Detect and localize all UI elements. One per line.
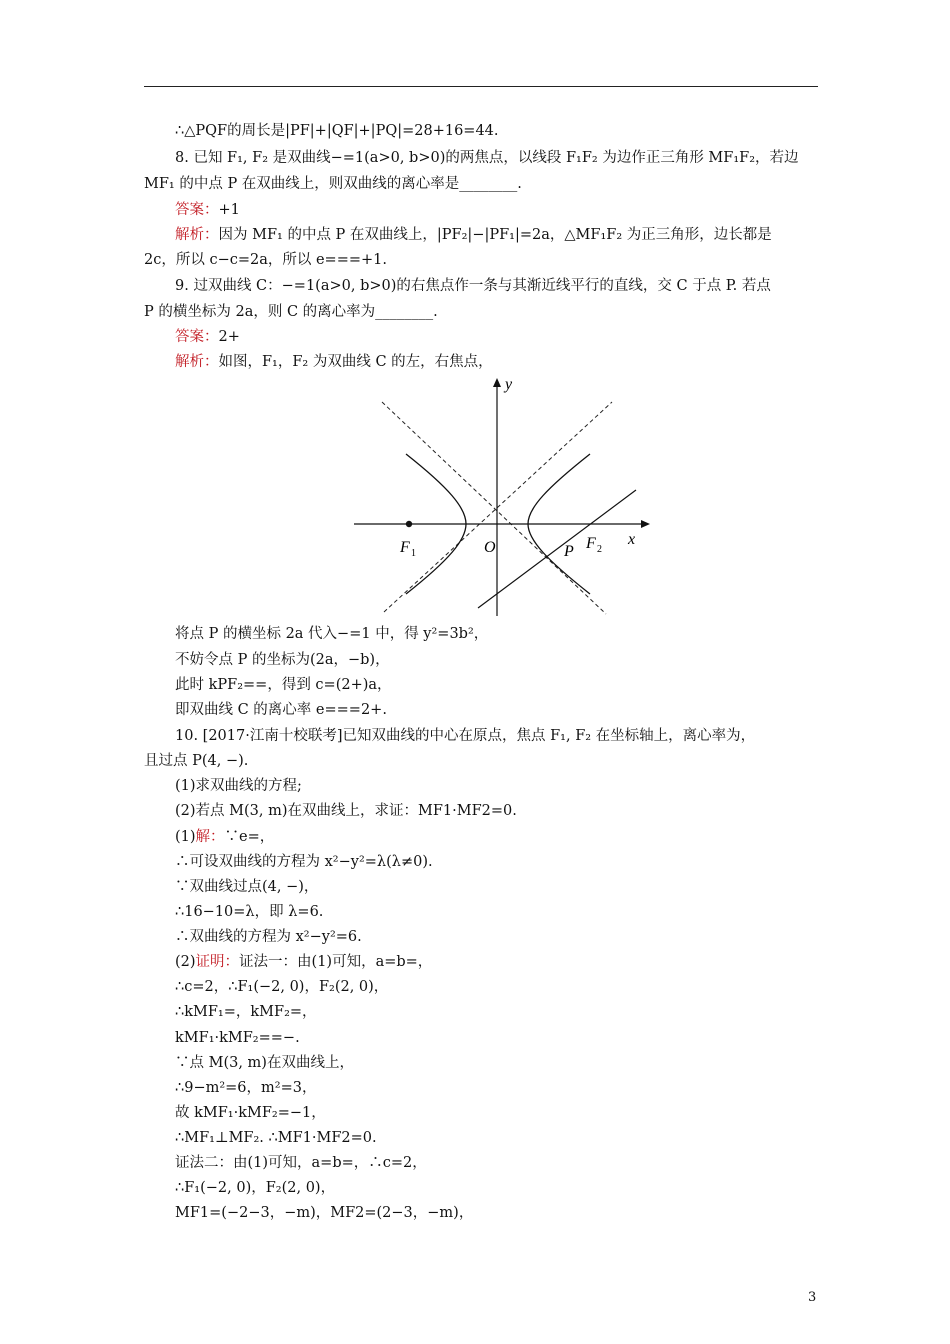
proof-label: 证明： [195, 954, 240, 970]
line-through-f2 [478, 490, 636, 608]
answer-value: 2+ [218, 329, 240, 345]
text-line: (2)若点 M(3, m)在双曲线上，求证：MF1·MF2=0. [175, 803, 517, 819]
analysis-label: 解析： [175, 227, 219, 243]
text-line: ∴△PQF的周长是|PF|+|QF|+|PQ|=28+16=44. [175, 123, 499, 139]
text-line: P 的横坐标为 2a，则 C 的离心率为________. [144, 304, 438, 320]
text-line: 且过点 P(4, −). [144, 753, 249, 769]
text-line: 8. 已知 F₁, F₂ 是双曲线−=1(a>0, b>0)的两焦点，以线段 F₁F₂ 为边作正三角形 MF₁F₂，若边 [175, 150, 799, 166]
answer-label: 答案： [175, 329, 219, 345]
page-number: 3 [808, 1290, 817, 1305]
text-line: kMF₁·kMF₂==−. [175, 1030, 300, 1046]
text-line: 故 kMF₁·kMF₂=−1， [175, 1105, 326, 1121]
text-line: MF1=(−2−3，−m)，MF2=(2−3，−m)， [175, 1205, 474, 1221]
text-line: 此时 kPF₂==，得到 c=(2+)a， [175, 677, 392, 693]
analysis-line [175, 225, 772, 245]
f1-subscript: 1 [411, 548, 416, 559]
text-line: ∵点 M(3, m)在双曲线上， [175, 1055, 354, 1071]
text-line: ∴可设双曲线的方程为 x²−y²=λ(λ≠0). [175, 854, 433, 870]
origin-label: O [484, 539, 496, 556]
asymptote-1 [382, 402, 606, 614]
text-line: ∴双曲线的方程为 x²−y²=6. [175, 929, 362, 945]
text-line: 9. 过双曲线 C：−=1(a>0, b>0)的右焦点作一条与其渐近线平行的直线，交 C 于点 P. 若点 [175, 278, 771, 294]
answer-line [175, 327, 240, 347]
text-line: 将点 P 的横坐标 2a 代入−=1 中，得 y²=3b²， [175, 626, 489, 642]
text-line: 10. [2017·江南十校联考]已知双曲线的中心在原点，焦点 F₁, F₂ 在坐标轴上，离心率为， [175, 728, 756, 744]
f2-label: F [586, 535, 596, 552]
analysis-line [175, 352, 493, 372]
focus-f1-point [406, 521, 412, 527]
text-line: (1)求双曲线的方程; [175, 778, 302, 794]
answer-value: +1 [218, 202, 240, 218]
axis-y-label: y [505, 376, 513, 393]
text-line: ∴MF₁⊥MF₂. ∴MF1·MF2=0. [175, 1130, 377, 1146]
f2-subscript: 2 [597, 544, 602, 555]
solution-label: 解： [195, 829, 225, 845]
solution-prefix: (1) [175, 829, 196, 845]
text-line: ∵双曲线过点(4, −)， [175, 879, 319, 895]
y-axis-arrow [493, 378, 501, 387]
p-label: P [564, 543, 574, 560]
x-axis-arrow [641, 520, 650, 528]
answer-label: 答案： [175, 202, 219, 218]
text-line: 即双曲线 C 的离心率 e===2+. [175, 702, 387, 718]
text-line: ∴F₁(−2, 0)，F₂(2, 0)， [175, 1180, 336, 1196]
text-line: ∴kMF₁=，kMF₂=， [175, 1004, 317, 1020]
text-line: ∴16−10=λ，即 λ=6. [175, 904, 324, 920]
header-rule [144, 86, 818, 87]
proof-line [175, 952, 432, 972]
text-line: ∴c=2，∴F₁(−2, 0)，F₂(2, 0)， [175, 979, 389, 995]
solution-line [175, 827, 274, 847]
text-line: 2c，所以 c−c=2a，所以 e===+1. [144, 252, 387, 268]
axis-x-label: x [628, 531, 636, 548]
text-line: MF₁ 的中点 P 在双曲线上，则双曲线的离心率是________. [144, 176, 522, 192]
proof-text: 证法一：由(1)可知，a=b=， [239, 954, 433, 970]
f1-label: F [400, 539, 410, 556]
solution-text: ∵e=， [224, 829, 275, 845]
analysis-text: 如图，F₁，F₂ 为双曲线 C 的左，右焦点， [218, 354, 493, 370]
text-line: 证法二：由(1)可知，a=b=，∴c=2， [175, 1155, 427, 1171]
text-line: 不妨令点 P 的坐标为(2a，−b)， [175, 652, 390, 668]
answer-line [175, 200, 240, 220]
proof-prefix: (2) [175, 954, 196, 970]
hyperbola-figure [354, 376, 652, 616]
analysis-label: 解析： [175, 354, 219, 370]
analysis-text: 因为 MF₁ 的中点 P 在双曲线上，|PF₂|−|PF₁|=2a，△MF₁F₂ 为正三角形，边长都是 [218, 227, 772, 243]
asymptote-2 [384, 402, 612, 612]
text-line: ∴9−m²=6，m²=3， [175, 1080, 317, 1096]
